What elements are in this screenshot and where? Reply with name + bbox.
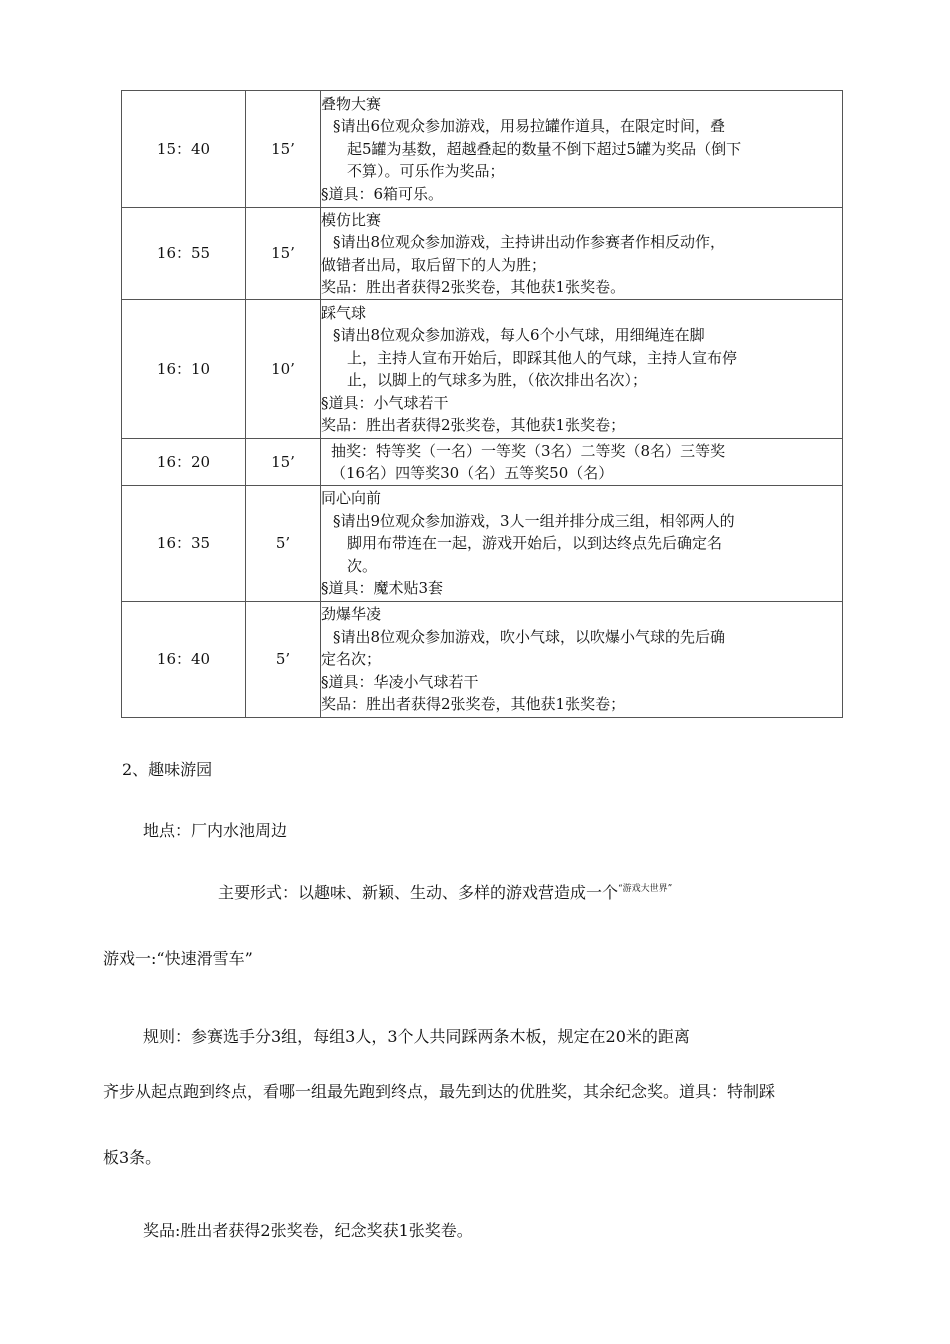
duration-cell: 15’ [246,439,321,486]
description-line: §请出8位观众参加游戏，吹小气球，以吹爆小气球的先后确 [333,627,726,646]
description-line: 做错者出局，取后留下的人为胜； [321,255,547,274]
activity-title: 踩气球 [321,303,367,322]
description-line: 止，以脚上的气球多为胜，（依次排出名次）； [347,371,648,389]
description-line: 起5罐为基数，超越叠起的数量不倒下超过5罐为奖品（倒下 [347,139,742,158]
duration-cell: 10’ [246,300,321,439]
description-cell [321,208,843,300]
description-line: §请出8位观众参加游戏，每人6个小气球，用细绳连在脚 [333,326,705,344]
duration-cell: 15’ [246,208,321,300]
description-cell [321,486,843,602]
duration-cell: 5’ [246,486,321,602]
form-main-text: 主要形式：以趣味、新颖、生动、多样的游戏营造成一个 [218,883,619,902]
description-line: 次。 [347,556,378,575]
description-line: §道具：魔术贴3套 [321,579,444,598]
table-row [122,208,843,300]
description-cell [321,439,843,486]
game-title: 游戏一:“快速滑雪车” [103,949,253,968]
description-cell [321,300,843,439]
description-line: 定名次； [321,650,382,669]
table-row [122,486,843,602]
time-cell: 16：10 [122,300,246,439]
activity-schedule-table [121,90,843,718]
description-line: §道具：6箱可乐。 [321,184,444,203]
duration-cell: 5’ [246,602,321,718]
form-text [218,880,672,903]
description-line: §请出6位观众参加游戏，用易拉罐作道具，在限定时间，叠 [333,117,726,136]
description-line: 奖品：胜出者获得2张奖卷，其他获1张奖卷； [321,695,626,714]
description-line: （16名）四等奖30（名）五等奖50（名） [331,464,614,482]
rule-line: 板3条。 [103,1148,162,1167]
time-cell: 16：35 [122,486,246,602]
description-line: 奖品：胜出者获得2张奖卷，其他获1张奖卷。 [321,278,626,296]
time-cell: 16：20 [122,439,246,486]
description-line: 不算）。可乐作为奖品； [347,162,505,181]
rule-line: 规则：参赛选手分3组，每组3人，3个人共同踩两条木板，规定在20米的距离 [143,1027,690,1046]
time-cell: 16：55 [122,208,246,300]
activity-title: 同心向前 [321,489,382,508]
description-line: 奖品：胜出者获得2张奖卷，其他获1张奖卷； [321,416,626,434]
rule-line: 齐步从起点跑到终点，看哪一组最先跑到终点，最先到达的优胜奖，其余纪念奖。道具：特制踩 [103,1082,776,1101]
description-cell [321,602,843,718]
location-text: 地点：厂内水池周边 [143,821,288,840]
activity-title: 叠物大赛 [321,94,382,113]
table-row [122,439,843,486]
table-row [122,300,843,439]
description-line: §请出8位观众参加游戏，主持讲出动作参赛者作相反动作， [333,233,726,251]
description-line: 上，主持人宣布开始后，即踩其他人的气球，主持人宣布停 [347,348,738,367]
table-row [122,602,843,718]
description-line: §道具：华凌小气球若干 [321,672,479,691]
description-line: §请出9位观众参加游戏，3人一组并排分成三组，相邻两人的 [333,511,735,530]
description-line: 抽奖：特等奖（一名）一等奖（3名）二等奖（8名）三等奖 [331,441,726,460]
duration-cell: 15’ [246,91,321,208]
time-cell: 16：40 [122,602,246,718]
prize-text: 奖品:胜出者获得2张奖卷，纪念奖获1张奖卷。 [143,1221,473,1240]
activity-title: 劲爆华凌 [321,605,382,624]
description-cell [321,91,843,208]
section-heading: 2、趣味游园 [122,760,213,779]
activity-title: 模仿比赛 [321,210,382,229]
description-line: §道具：小气球若干 [321,393,449,412]
table-row [122,91,843,208]
form-small-text: “游戏大世界” [618,884,673,894]
time-cell: 15：40 [122,91,246,208]
description-line: 脚用布带连在一起，游戏开始后，以到达终点先后确定名 [347,534,723,553]
